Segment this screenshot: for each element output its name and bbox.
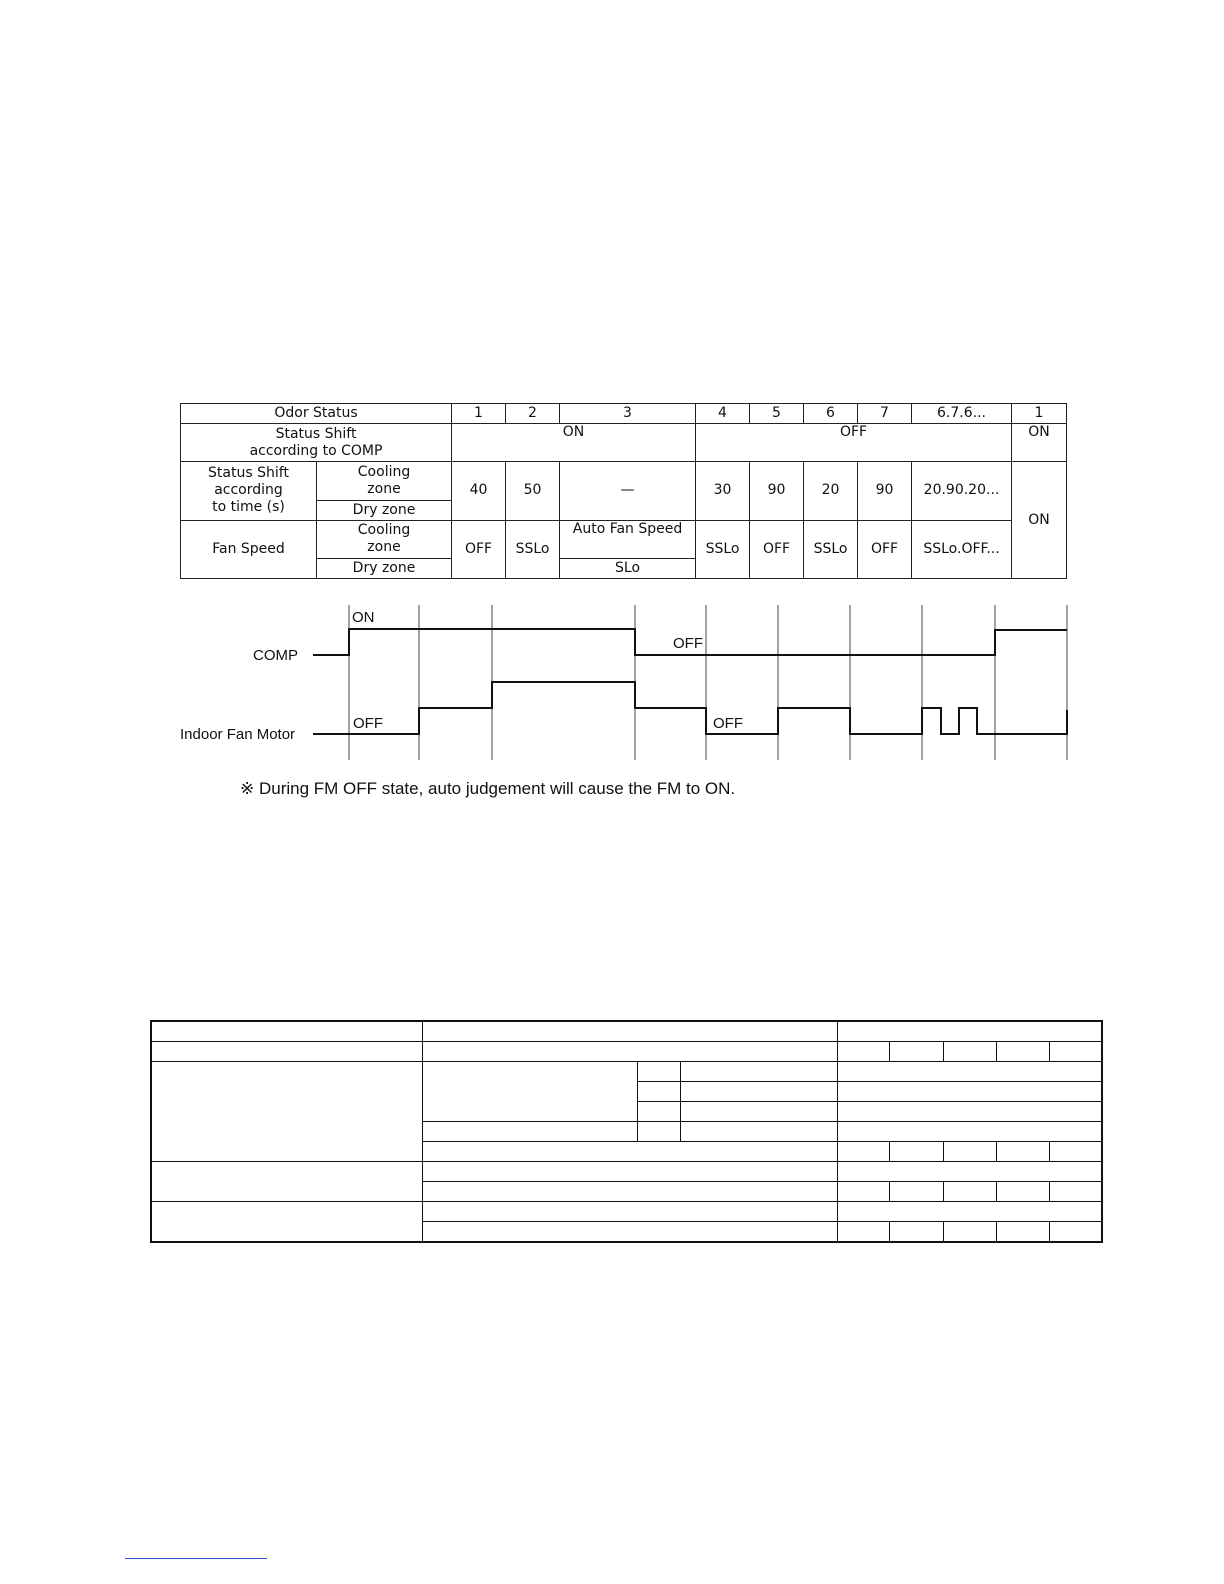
table-cell xyxy=(422,1182,837,1202)
time-shift-label: Status Shift according to time (s) xyxy=(181,462,317,520)
time-value-cell: 40 xyxy=(452,462,506,520)
table-cell xyxy=(837,1121,1102,1141)
table-cell xyxy=(1049,1041,1102,1061)
table-cell xyxy=(889,1222,943,1242)
table-cell xyxy=(837,1061,1102,1081)
table-cell xyxy=(422,1162,837,1182)
table-row xyxy=(151,1061,1102,1081)
fan-value-cell: OFF xyxy=(452,520,506,578)
time-value-cell: 90 xyxy=(858,462,912,520)
table-cell xyxy=(151,1041,422,1061)
indoor-fan-motor-label: Indoor Fan Motor xyxy=(180,726,296,743)
fan-value-cell: SSLo xyxy=(506,520,560,578)
fan-dry-zone-label: Dry zone xyxy=(317,558,452,578)
table-cell xyxy=(837,1182,889,1202)
fan-value-cell: SSLo.OFF... xyxy=(912,520,1012,578)
table-cell xyxy=(422,1061,637,1121)
table-cell xyxy=(837,1202,1102,1222)
table-cell xyxy=(837,1222,889,1242)
table-cell xyxy=(151,1061,422,1161)
status-cell: 3 xyxy=(560,404,696,424)
status-cell: 6.7.6... xyxy=(912,404,1012,424)
footer-rule xyxy=(125,1558,267,1559)
table-cell xyxy=(422,1041,837,1061)
fan-off-label: OFF xyxy=(713,715,743,732)
status-cell: 7 xyxy=(858,404,912,424)
table-cell xyxy=(1049,1182,1102,1202)
status-cell: 4 xyxy=(696,404,750,424)
table-cell xyxy=(422,1121,637,1141)
table-cell xyxy=(837,1081,1102,1101)
fan-cooling-zone-label: Cooling zone xyxy=(317,520,452,558)
table-cell xyxy=(943,1182,996,1202)
table-cell xyxy=(837,1041,889,1061)
table-cell xyxy=(889,1141,943,1161)
table-cell xyxy=(637,1061,680,1081)
fan-value-cell: SSLo xyxy=(696,520,750,578)
fan-motor-waveform xyxy=(313,682,1067,734)
table-cell xyxy=(637,1081,680,1101)
table-cell xyxy=(996,1141,1049,1161)
table-row xyxy=(151,1202,1102,1222)
comp-off-cell: OFF xyxy=(696,424,1012,462)
table-cell xyxy=(837,1162,1102,1182)
table-cell xyxy=(837,1101,1102,1121)
time-dry-zone-label: Dry zone xyxy=(317,500,452,520)
table-cell xyxy=(637,1121,680,1141)
status-cell: 5 xyxy=(750,404,804,424)
comp-label: COMP xyxy=(253,647,298,664)
table-cell xyxy=(943,1041,996,1061)
table-cell xyxy=(422,1202,837,1222)
table-cell xyxy=(422,1222,837,1242)
table-cell xyxy=(996,1222,1049,1242)
time-value-cell: 30 xyxy=(696,462,750,520)
fan-value-cell: SSLo xyxy=(804,520,858,578)
odor-status-label: Odor Status xyxy=(181,404,452,424)
status-cell: 1 xyxy=(452,404,506,424)
comp-on-label: ON xyxy=(352,609,375,626)
time-cooling-zone-label: Cooling zone xyxy=(317,462,452,500)
table-cell xyxy=(943,1141,996,1161)
fan-value-cell: OFF xyxy=(858,520,912,578)
table-cell xyxy=(151,1202,422,1242)
status-cell: 6 xyxy=(804,404,858,424)
time-value-cell: 90 xyxy=(750,462,804,520)
comp-shift-label: Status Shift according to COMP xyxy=(181,424,452,462)
table-cell xyxy=(837,1021,1102,1041)
table-cell xyxy=(151,1021,422,1041)
table-row xyxy=(151,1041,1102,1061)
comp-last-cell: ON xyxy=(1012,424,1067,462)
time-value-cell: 20.90.20... xyxy=(912,462,1012,520)
time-value-cell: 20 xyxy=(804,462,858,520)
table-cell xyxy=(889,1182,943,1202)
empty-grid-table xyxy=(150,1020,1103,1243)
table-row xyxy=(151,1021,1102,1041)
timing-diagram xyxy=(170,600,1080,765)
table-cell xyxy=(680,1121,837,1141)
fan-off-label: OFF xyxy=(353,715,383,732)
status-cell: 1 xyxy=(1012,404,1067,424)
fan-value-cell: OFF xyxy=(750,520,804,578)
table-cell xyxy=(680,1061,837,1081)
fan-dry-value-cell: SLo xyxy=(560,558,696,578)
table-cell xyxy=(996,1182,1049,1202)
table-cell xyxy=(837,1141,889,1161)
time-fan-last-cell: ON xyxy=(1012,462,1067,579)
odor-status-table xyxy=(180,403,1067,579)
table-cell xyxy=(422,1141,837,1161)
fan-value-cell: Auto Fan Speed xyxy=(560,520,696,558)
table-cell xyxy=(422,1021,837,1041)
table-cell xyxy=(1049,1141,1102,1161)
comp-on-cell: ON xyxy=(452,424,696,462)
fm-off-note: ※ During FM OFF state, auto judgement will cause the FM to ON. xyxy=(240,779,736,798)
table-row xyxy=(151,1162,1102,1182)
table-cell xyxy=(151,1162,422,1202)
time-value-cell: 50 xyxy=(506,462,560,520)
table-cell xyxy=(680,1081,837,1101)
table-cell xyxy=(637,1101,680,1121)
table-cell xyxy=(889,1041,943,1061)
table-cell xyxy=(943,1222,996,1242)
table-cell xyxy=(996,1041,1049,1061)
time-value-cell: — xyxy=(560,462,696,520)
status-cell: 2 xyxy=(506,404,560,424)
table-cell xyxy=(1049,1222,1102,1242)
fan-speed-label: Fan Speed xyxy=(181,520,317,578)
table-cell xyxy=(680,1101,837,1121)
comp-off-label: OFF xyxy=(673,635,703,652)
